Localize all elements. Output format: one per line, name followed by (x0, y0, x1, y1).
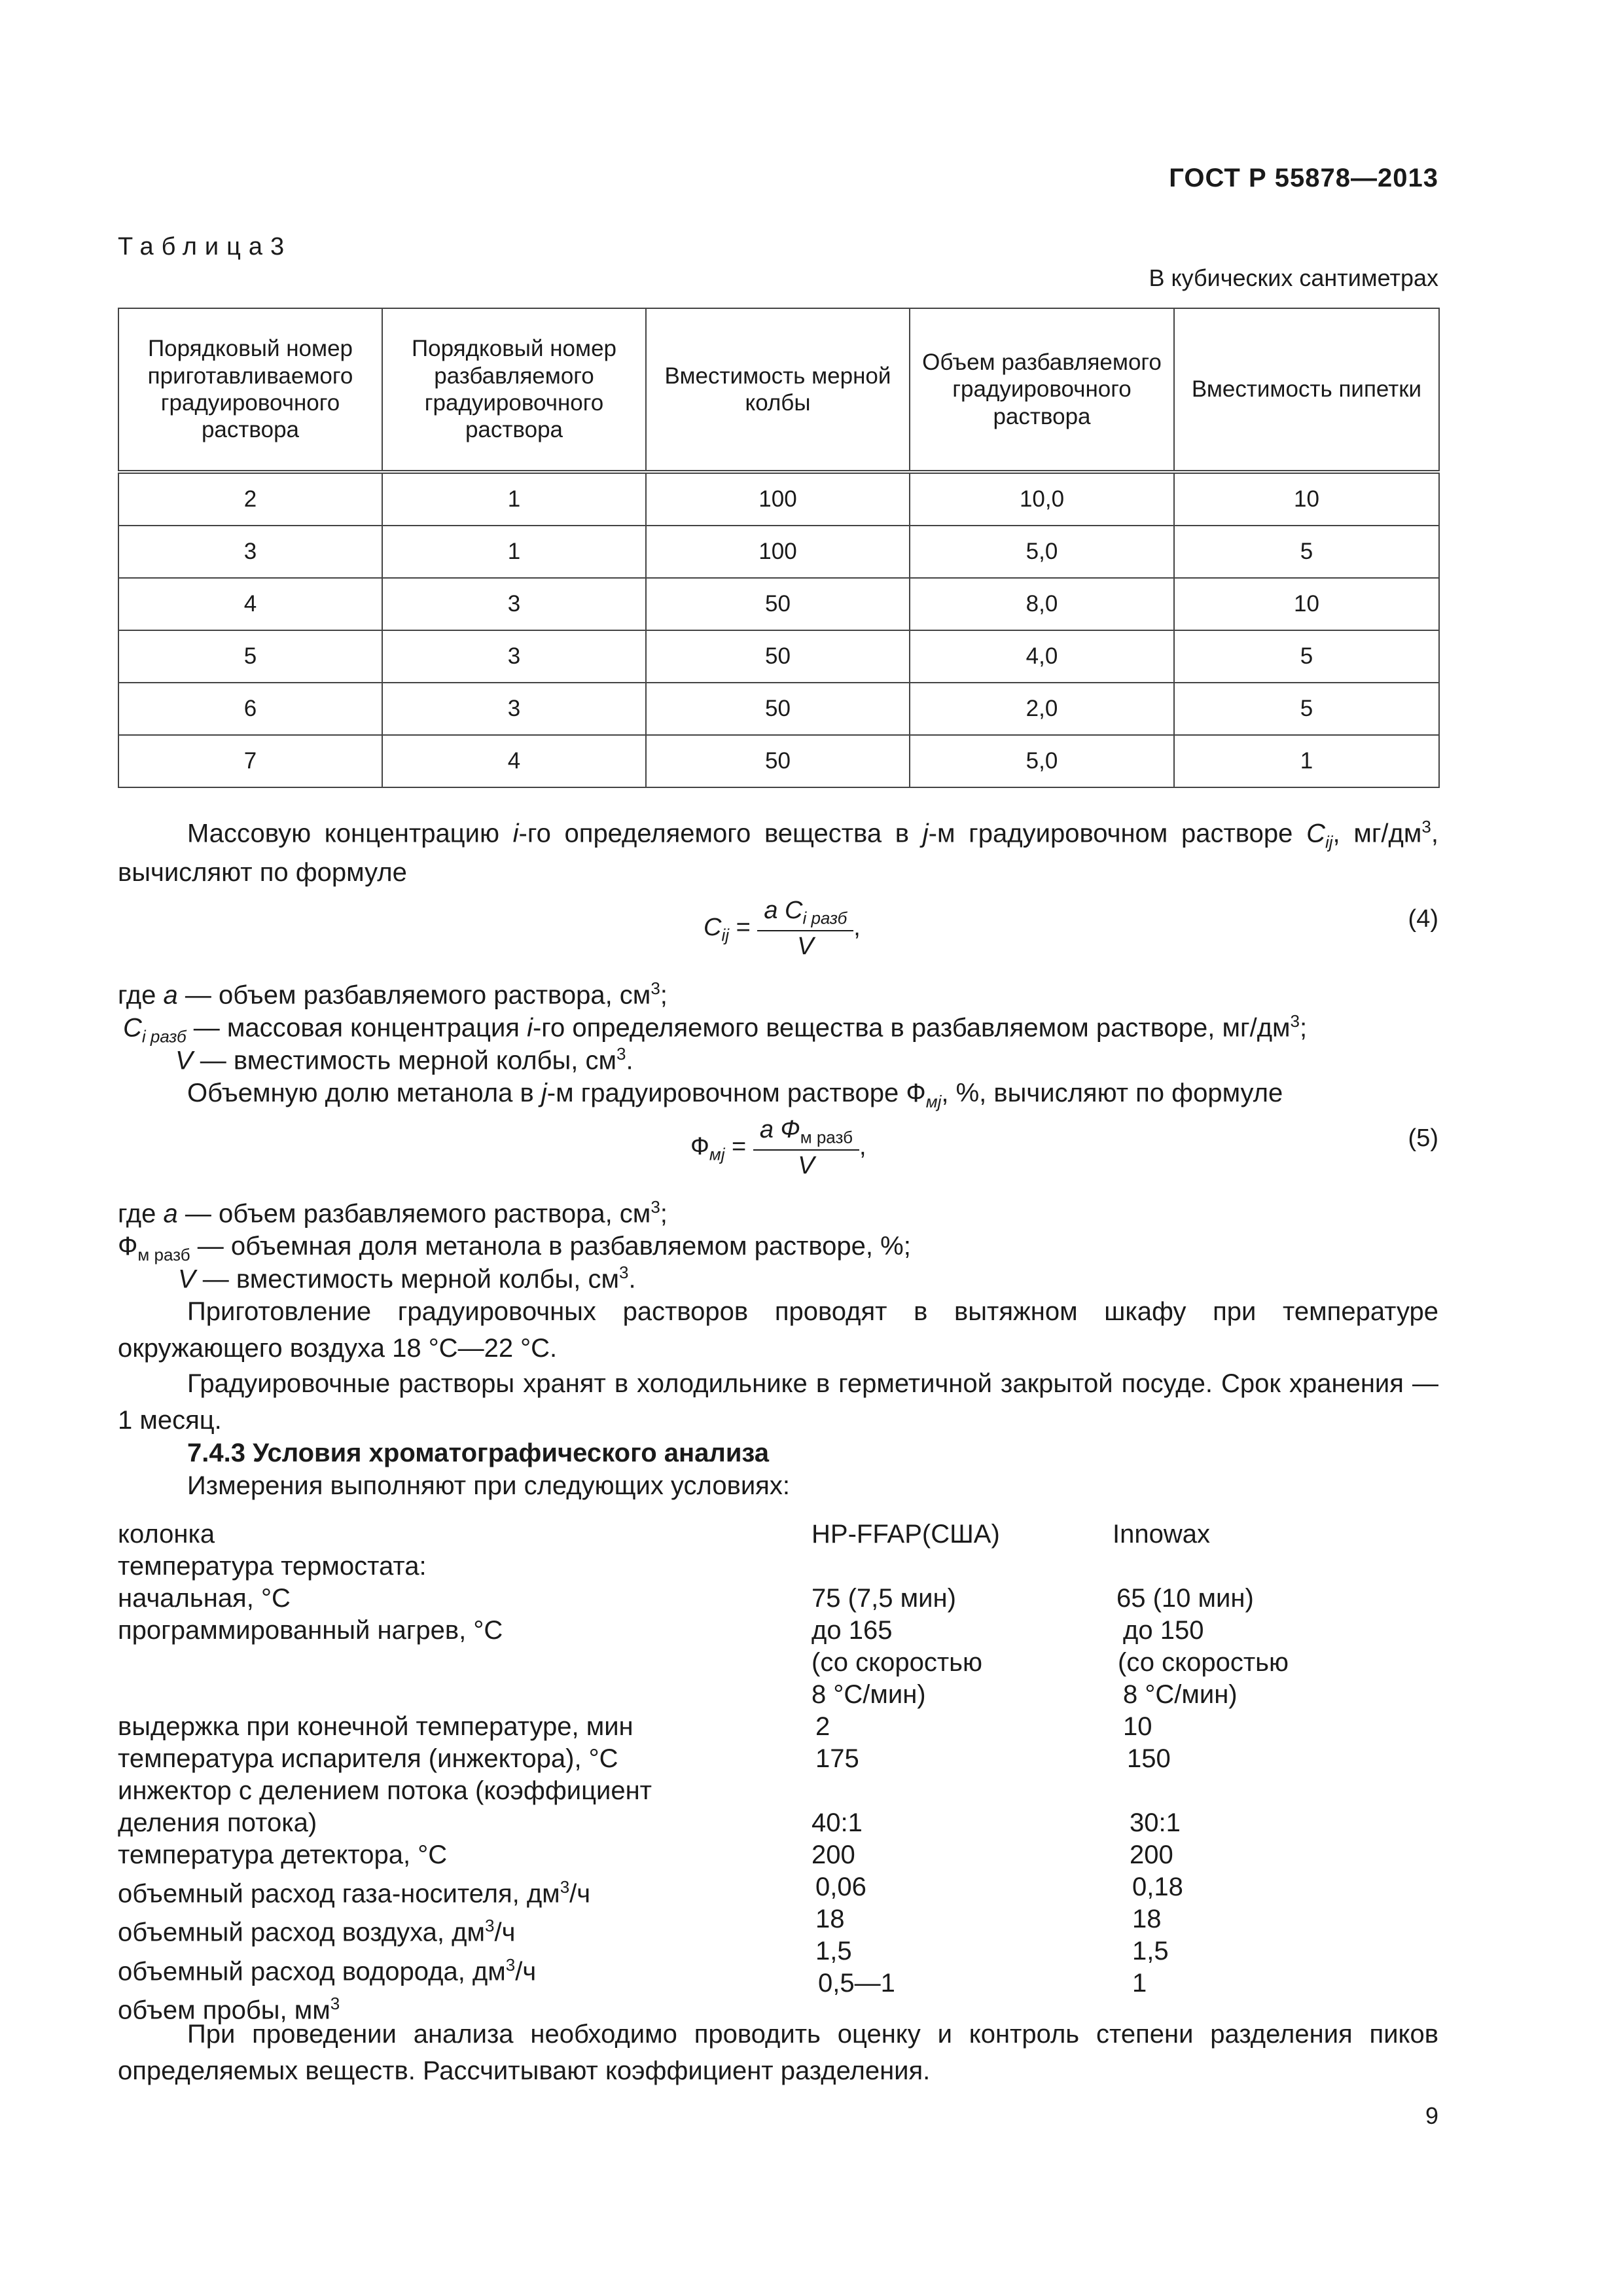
section-heading: 7.4.3 Условия хроматографического анализа (187, 1439, 770, 1467)
condition-value: 200 (812, 1840, 855, 1869)
conditions-column-hp-ffap (812, 1518, 1000, 2000)
table-cell: 1 (382, 526, 646, 578)
table-cell: 1 (382, 472, 646, 526)
column-header: Порядковый номер разбавляемого градуировочного раствора (382, 308, 646, 472)
condition-label: деления потока) (118, 1808, 317, 1837)
condition-value: 18 (815, 1905, 845, 1933)
paragraph-storage: Градуировочные растворы хранят в холодильнике в герметичной закрытой посуде. Срок хранения — 1 месяц. (118, 1369, 1438, 1435)
table-cell: 5 (118, 630, 382, 683)
table-row (118, 578, 1439, 630)
condition-value: 2 (815, 1712, 830, 1741)
table-cell: 4,0 (910, 630, 1174, 683)
fraction: $\frac{a C_{i разб}}{V}$ (757, 897, 853, 961)
condition-label: объем пробы, $мм^3$ (118, 1993, 340, 2025)
table-cell: 100 (646, 472, 910, 526)
table-cell: 5 (1174, 630, 1439, 683)
equation-number: (5) (1408, 1124, 1438, 1152)
where-item: $Ф_{м разб}$ — объемная доля метанола в разбавляемом растворе, %; (118, 1232, 911, 1265)
table-cell: 50 (646, 578, 910, 630)
standard-id: ГОСТ Р 55878—2013 (1169, 164, 1438, 192)
table-caption: Таблица3 (118, 233, 293, 260)
table-cell: 6 (118, 683, 382, 735)
condition-label: температура испарителя (инжектора), °C (118, 1744, 618, 1773)
table-row (118, 630, 1439, 683)
formula-5: $Ф_{мj}$ = $\frac{a Ф_{м разб}}{V}$ , (690, 1116, 866, 1179)
condition-value: 65 (10 мин) (1116, 1584, 1254, 1613)
condition-value: 0,06 (815, 1873, 866, 1901)
column-header: Объем разбавляемого градуировочного раствора (910, 308, 1174, 472)
condition-value: 0,18 (1132, 1873, 1183, 1901)
condition-value: до 165 (812, 1616, 893, 1645)
condition-value: 8 °C/мин) (812, 1680, 926, 1709)
table-cell: 5 (1174, 526, 1439, 578)
condition-value: 30:1 (1130, 1808, 1181, 1837)
table-cell: 100 (646, 526, 910, 578)
table-cell: 2,0 (910, 683, 1174, 735)
table-cell: 3 (382, 578, 646, 630)
condition-value: 8 °C/мин) (1123, 1680, 1238, 1709)
table-cell: 5,0 (910, 526, 1174, 578)
equation-number: (4) (1408, 905, 1438, 933)
table-row (118, 526, 1439, 578)
paragraph-peak-separation: При проведении анализа необходимо проводить оценку и контроль степени разделения пиков определяемых веществ. Рассчитывают коэффициент разделения. (118, 2020, 1438, 2085)
condition-value: (со скоростью (812, 1648, 982, 1677)
condition-value: 1,5 (815, 1937, 852, 1965)
table-cell: 3 (382, 630, 646, 683)
where-item: V — вместимость мерной колбы, $см^3$. (178, 1263, 636, 1294)
dilution-table (118, 308, 1440, 788)
condition-label: программированный нагрев, °C (118, 1616, 503, 1645)
table-cell: 3 (382, 683, 646, 735)
condition-value: 150 (1127, 1744, 1171, 1773)
table-row (118, 683, 1439, 735)
formula-4: $C_{ij}$ = $\frac{a C_{i разб}}{V}$ , (704, 897, 861, 960)
table-cell: 10 (1174, 578, 1439, 630)
condition-label: колонка (118, 1520, 215, 1549)
condition-label: объемный расход воздуха, $дм^3/ч$ (118, 1916, 516, 1947)
condition-value: 0,5—1 (818, 1969, 895, 1998)
condition-value: до 150 (1123, 1616, 1204, 1645)
table-cell: 4 (382, 735, 646, 787)
table-cell: 10,0 (910, 472, 1174, 526)
page-number: 9 (1425, 2102, 1438, 2129)
conditions-labels (118, 1518, 652, 2026)
condition-value: 1 (1132, 1969, 1147, 1998)
table-cell: 7 (118, 735, 382, 787)
table-cell: 5,0 (910, 735, 1174, 787)
where-item: где a — объем разбавляемого раствора, $см^3$; (118, 978, 668, 1010)
where-item: V — вместимость мерной колбы, $см^3$. (175, 1044, 633, 1075)
condition-value: 175 (815, 1744, 859, 1773)
table-units: В кубических сантиметрах (1149, 264, 1438, 291)
condition-value: 200 (1130, 1840, 1173, 1869)
condition-label: температура детектора, °C (118, 1840, 448, 1869)
table-row (118, 472, 1439, 526)
condition-value: 1,5 (1132, 1937, 1169, 1965)
column-header: Вместимость пипетки (1174, 308, 1439, 472)
condition-label: температура термостата: (118, 1552, 427, 1581)
table-cell: 50 (646, 735, 910, 787)
condition-value: 75 (7,5 мин) (812, 1584, 956, 1613)
fraction: $\frac{a Ф_{м разб}}{V}$ (753, 1116, 859, 1180)
condition-label: инжектор с делением потока (коэффициент (118, 1776, 652, 1805)
table-row (118, 735, 1439, 787)
table-cell: 8,0 (910, 578, 1174, 630)
where-item: $C_{i разб}$ — массовая концентрация i-го определяемого вещества в разбавляемом растворе, $мг/дм^3$; (123, 1011, 1308, 1047)
paragraph-volume-fraction: Объемную долю метанола в j-м градуировочном растворе $Ф_{мj}$, %, вычисляют по формуле (187, 1079, 1283, 1111)
table-header-row (118, 308, 1439, 472)
column-header: Порядковый номер приготавливаемого градуировочного раствора (118, 308, 382, 472)
paragraph-conditions-intro: Измерения выполняют при следующих условиях: (187, 1471, 790, 1500)
where-item: где a — объем разбавляемого раствора, $см^3$; (118, 1197, 668, 1229)
condition-value: HP-FFAP(США) (812, 1520, 1000, 1549)
condition-value: Innowax (1113, 1520, 1210, 1549)
paragraph-mass-concentration: Массовую концентрацию i-го определяемого вещества в j-м градуировочном растворе $C_{ij}$, $мг/дм^3$, вычисляют по формуле (118, 817, 1438, 887)
condition-value: 18 (1132, 1905, 1162, 1933)
column-header: Вместимость мерной колбы (646, 308, 910, 472)
table-cell: 50 (646, 683, 910, 735)
paragraph-preparation: Приготовление градуировочных растворов проводят в вытяжном шкафу при температуре окружающего воздуха 18 °C—22 °C. (118, 1297, 1438, 1363)
condition-label: выдержка при конечной температуре, мин (118, 1712, 633, 1741)
condition-label: объемный расход водорода, $дм^3/ч$ (118, 1954, 537, 1986)
condition-value: 10 (1123, 1712, 1152, 1741)
condition-label: объемный расход газа-носителя, $дм^3/ч$ (118, 1877, 591, 1909)
condition-value: 40:1 (812, 1808, 863, 1837)
table-cell: 5 (1174, 683, 1439, 735)
table-cell: 4 (118, 578, 382, 630)
table-cell: 2 (118, 472, 382, 526)
table-cell: 10 (1174, 472, 1439, 526)
table-cell: 3 (118, 526, 382, 578)
table-cell: 50 (646, 630, 910, 683)
condition-value: (со скоростью (1118, 1648, 1289, 1677)
condition-label: начальная, °C (118, 1584, 291, 1613)
conditions-column-innowax (1113, 1518, 1289, 2000)
table-cell: 1 (1174, 735, 1439, 787)
